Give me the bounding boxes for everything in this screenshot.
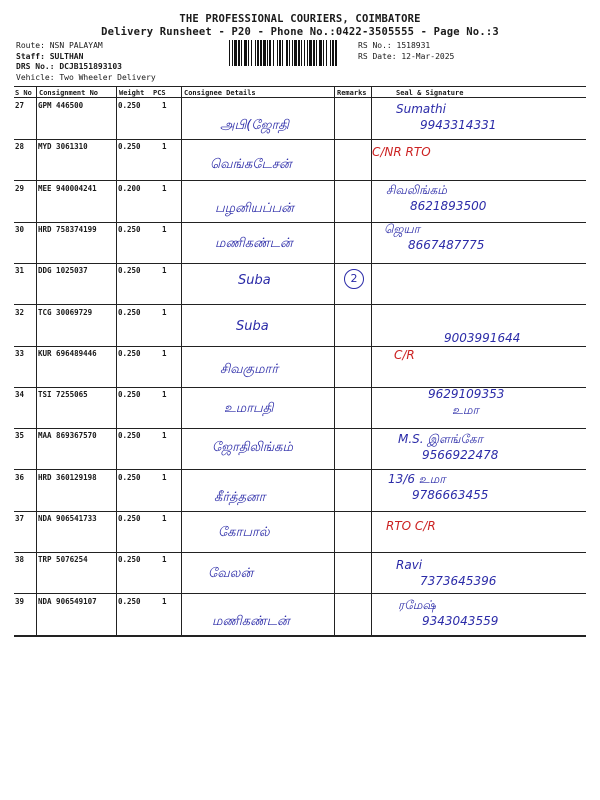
row-pcs: 1 bbox=[162, 348, 167, 358]
handwritten-phone-number: 7373645396 bbox=[420, 574, 497, 589]
row-sno: 29 bbox=[15, 183, 25, 193]
handwritten-signature: C/NR RTO bbox=[372, 145, 431, 160]
handwritten-phone-number: 9343043559 bbox=[422, 613, 499, 628]
col-header-pcs: PCS bbox=[153, 89, 166, 97]
row-weight: 0.250 bbox=[118, 472, 141, 482]
col-header-seal: Seal & Signature bbox=[396, 89, 464, 97]
row-weight: 0.250 bbox=[118, 142, 141, 152]
handwritten-signature: 13/6 உமா bbox=[388, 471, 446, 486]
handwritten-signature: M.S. இளங்கோ bbox=[398, 432, 483, 447]
row-sno: 28 bbox=[15, 142, 25, 152]
barcode-bar bbox=[269, 40, 271, 66]
row-sno: 33 bbox=[15, 348, 25, 358]
row-sno: 37 bbox=[15, 514, 25, 523]
meta-left bbox=[16, 41, 156, 83]
row-consignment-number: NDA 906541733 bbox=[38, 514, 97, 523]
company-title: THE PROFESSIONAL COURIERS, COIMBATORE bbox=[179, 13, 421, 25]
row-consignment-number: TRP 5076254 bbox=[38, 555, 88, 565]
handwritten-consignee-name: கோபால் bbox=[218, 525, 270, 540]
barcode-bar bbox=[260, 40, 262, 66]
row-sno: 39 bbox=[15, 596, 25, 606]
row-pcs: 1 bbox=[162, 596, 167, 606]
handwritten-signature: ஜெயா bbox=[384, 221, 420, 236]
handwritten-consignee-name: வேலன் bbox=[208, 566, 254, 582]
barcode-bar bbox=[326, 40, 327, 66]
handwritten-consignee-name: சிவகுமார் bbox=[220, 361, 279, 377]
table-row bbox=[14, 594, 586, 636]
handwritten-signature: சிவலிங்கம் bbox=[386, 182, 447, 197]
handwritten-consignee-name: அபி(ஜோதி bbox=[220, 118, 289, 133]
row-weight: 0.250 bbox=[118, 555, 141, 565]
row-pcs: 1 bbox=[162, 266, 167, 276]
col-header-sno: S No bbox=[15, 89, 32, 97]
table-row bbox=[14, 428, 586, 470]
row-sno: 38 bbox=[15, 555, 25, 565]
row-pcs: 1 bbox=[162, 555, 167, 565]
barcode-bar bbox=[263, 40, 266, 66]
row-consignment-number: TSI 7255065 bbox=[38, 390, 88, 400]
barcode-bar bbox=[304, 40, 305, 66]
table-row bbox=[14, 305, 586, 347]
rs-number: RS No.: 1518931 bbox=[358, 41, 431, 50]
row-consignment-number: NDA 906549107 bbox=[38, 596, 97, 606]
handwritten-phone-number: 8621893500 bbox=[410, 198, 487, 213]
barcode-bar bbox=[279, 40, 281, 66]
row-weight: 0.250 bbox=[118, 224, 141, 234]
barcode-bar bbox=[307, 40, 308, 66]
barcode-bar bbox=[277, 40, 278, 66]
table-row bbox=[14, 346, 586, 388]
barcode-bar bbox=[319, 40, 322, 66]
barcode-bar bbox=[330, 40, 331, 66]
table-row bbox=[14, 139, 586, 181]
table-row bbox=[14, 470, 586, 512]
row-pcs: 1 bbox=[162, 472, 167, 482]
row-pcs: 1 bbox=[162, 183, 167, 193]
row-pcs: 1 bbox=[162, 307, 167, 317]
barcode-bar bbox=[298, 40, 300, 66]
row-weight: 0.250 bbox=[118, 596, 141, 606]
barcode-bar bbox=[241, 40, 242, 66]
barcode-bar bbox=[323, 40, 324, 66]
row-consignment-number: HRD 360129198 bbox=[38, 472, 97, 482]
row-consignment-number: GPM 446500 bbox=[38, 101, 84, 110]
barcode-bar bbox=[309, 40, 312, 66]
handwritten-signature: Ravi bbox=[396, 558, 423, 573]
handwritten-phone-number: 9943314331 bbox=[420, 118, 497, 132]
handwritten-signature: C/R bbox=[394, 347, 415, 362]
handwritten-phone-number: 9786663455 bbox=[412, 487, 489, 502]
handwritten-signature: 9629109353 bbox=[428, 387, 505, 402]
barcode-bar bbox=[292, 40, 293, 66]
row-pcs: 1 bbox=[162, 390, 167, 400]
row-sno: 32 bbox=[15, 307, 25, 317]
row-consignment-number: MYD 3061310 bbox=[38, 142, 88, 152]
handwritten-phone-number: 8667487775 bbox=[408, 237, 485, 252]
handwritten-consignee-name: வெங்கடேசன் bbox=[210, 157, 292, 173]
barcode-bar bbox=[335, 40, 337, 66]
barcode-bar bbox=[257, 40, 259, 66]
runsheet-subtitle: Delivery Runsheet - P20 - Phone No.:0422-3505555 - Page No.:3 bbox=[101, 26, 499, 38]
row-weight: 0.250 bbox=[118, 307, 141, 317]
route: Route: NSN PALAYAM bbox=[16, 41, 103, 50]
table-row bbox=[14, 98, 586, 140]
barcode-bar bbox=[313, 40, 315, 66]
row-sno: 36 bbox=[15, 472, 25, 482]
col-header-weight: Weight bbox=[119, 89, 145, 97]
row-consignment-number: TCG 30069729 bbox=[38, 307, 93, 317]
row-pcs: 1 bbox=[162, 514, 167, 523]
row-consignment-number: MAA 869367570 bbox=[38, 431, 97, 441]
handwritten-signature: Sumathi bbox=[396, 102, 446, 116]
barcode-bar bbox=[232, 40, 233, 66]
table-row bbox=[14, 263, 586, 305]
row-consignment-number: DDG 1025037 bbox=[38, 266, 88, 276]
row-sno: 30 bbox=[15, 224, 25, 234]
barcode-bar bbox=[244, 40, 247, 66]
handwritten-consignee-name: மணிகண்டன் bbox=[215, 235, 293, 251]
barcode-bar bbox=[229, 40, 230, 66]
rs-date: RS Date: 12-Mar-2025 bbox=[358, 51, 455, 61]
table-bottom-line bbox=[14, 636, 586, 637]
row-pcs: 1 bbox=[162, 142, 167, 152]
table-row bbox=[14, 387, 586, 429]
handwritten-signature: ரமேஷ் bbox=[398, 597, 436, 612]
barcode-bar bbox=[267, 40, 268, 66]
handwritten-consignee-name: கீர்த்தனா bbox=[214, 489, 266, 505]
barcode-bar bbox=[248, 40, 249, 66]
table-row bbox=[14, 181, 586, 223]
row-pcs: 1 bbox=[162, 224, 167, 234]
row-weight: 0.250 bbox=[118, 431, 141, 441]
vehicle: Vehicle: Two Wheeler Delivery bbox=[16, 72, 156, 82]
row-pcs: 1 bbox=[162, 431, 167, 441]
row-weight: 0.200 bbox=[118, 183, 141, 193]
barcode-bar bbox=[238, 40, 240, 66]
barcode-bar bbox=[332, 40, 334, 66]
meta-right bbox=[358, 41, 454, 62]
table-row bbox=[14, 511, 586, 553]
table-row bbox=[14, 222, 586, 264]
row-consignment-number: MEE 940004241 bbox=[38, 183, 97, 193]
handwritten-consignee-name: உமாபதி bbox=[224, 401, 274, 417]
barcode-bar bbox=[251, 40, 252, 66]
row-sno: 27 bbox=[15, 101, 25, 110]
row-weight: 0.250 bbox=[118, 514, 141, 523]
row-weight: 0.250 bbox=[118, 101, 141, 110]
row-weight: 0.250 bbox=[118, 348, 141, 358]
barcode-bar bbox=[289, 40, 290, 66]
handwritten-phone-number: 9003991644 bbox=[444, 330, 521, 345]
col-header-consignment: Consignment No bbox=[39, 89, 99, 97]
handwritten-phone-number: 9566922478 bbox=[422, 448, 499, 463]
row-pcs: 1 bbox=[162, 101, 167, 110]
col-header-remarks: Remarks bbox=[337, 89, 367, 97]
row-sno: 31 bbox=[15, 266, 25, 276]
row-consignment-number: KUR 696489446 bbox=[38, 348, 97, 358]
handwritten-consignee-name: ஜோதிலிங்கம் bbox=[212, 440, 293, 456]
table-top-line bbox=[14, 86, 586, 87]
handwritten-remark: 2 bbox=[344, 269, 364, 289]
drs-number: DRS No.: DCJB151893103 bbox=[16, 62, 122, 71]
barcode-bar bbox=[273, 40, 274, 66]
row-weight: 0.250 bbox=[118, 390, 141, 400]
handwritten-consignee-name: Suba bbox=[236, 318, 269, 334]
staff: Staff: SULTHAN bbox=[16, 51, 84, 61]
handwritten-consignee-name: Suba bbox=[238, 273, 271, 289]
handwritten-consignee-name: பழனியப்பன் bbox=[215, 200, 294, 216]
barcode-image bbox=[228, 40, 340, 66]
table-row bbox=[14, 552, 586, 594]
barcode-bar bbox=[316, 40, 317, 66]
row-sno: 35 bbox=[15, 431, 25, 441]
handwritten-phone-number: உமா bbox=[452, 403, 479, 418]
row-sno: 34 bbox=[15, 390, 25, 400]
barcode-bar bbox=[286, 40, 288, 66]
handwritten-signature: RTO C/R bbox=[386, 519, 436, 533]
barcode-bar bbox=[294, 40, 297, 66]
handwritten-consignee-name: மணிகண்டன் bbox=[212, 613, 290, 629]
barcode-bar bbox=[255, 40, 256, 66]
barcode-bar bbox=[282, 40, 283, 66]
row-weight: 0.250 bbox=[118, 266, 141, 276]
barcode-bar bbox=[301, 40, 302, 66]
col-header-consignee: Consignee Details bbox=[184, 89, 256, 97]
row-consignment-number: HRD 758374199 bbox=[38, 224, 97, 234]
barcode-bar bbox=[234, 40, 237, 66]
